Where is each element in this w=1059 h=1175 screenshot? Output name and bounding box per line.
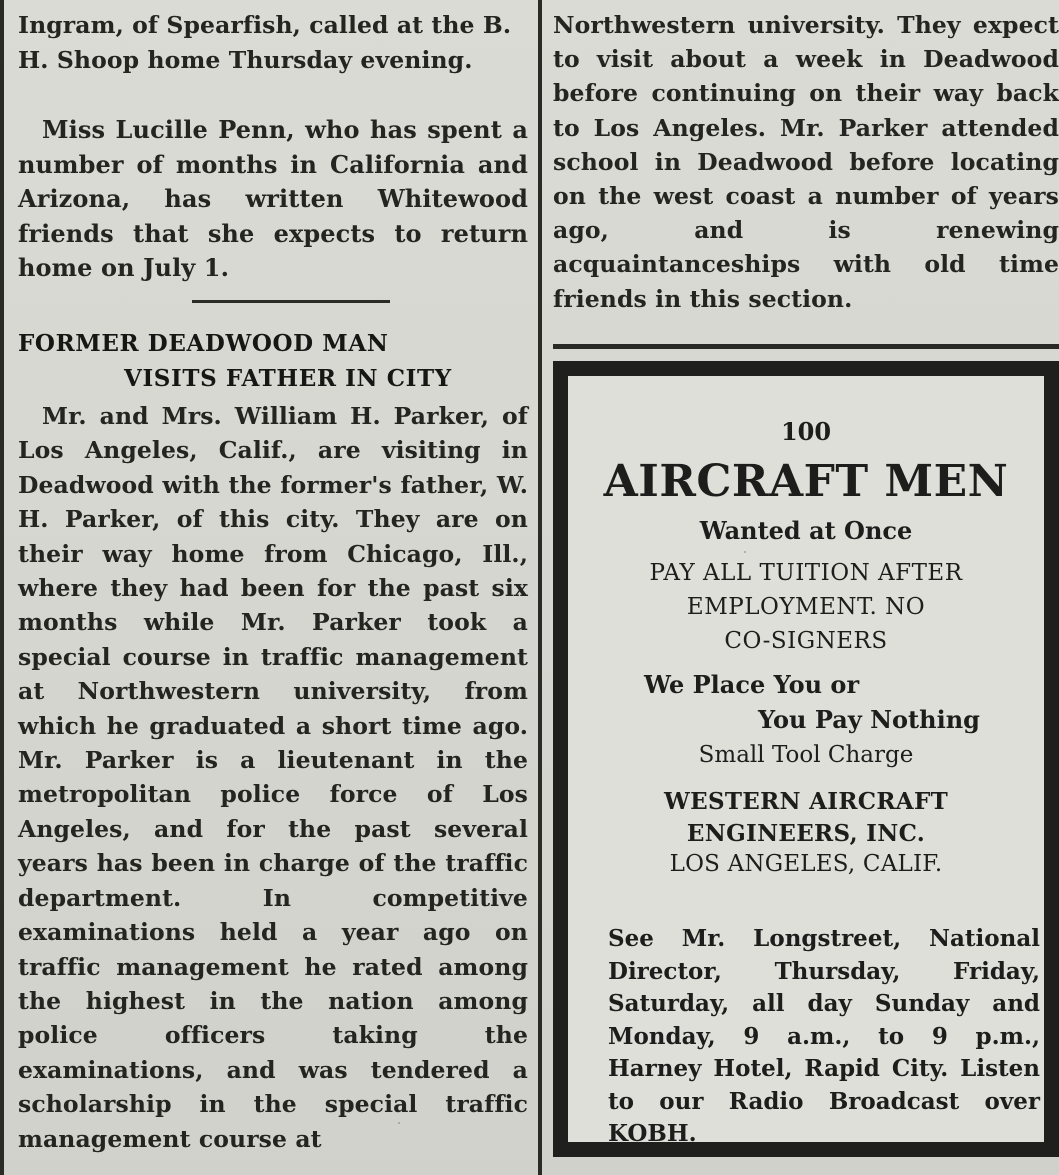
advertisement-inner-panel (568, 376, 1044, 1147)
article-headline-line-1: FORMER DEADWOOD MAN (18, 330, 389, 357)
ad-title: AIRCRAFT MEN (603, 456, 1009, 507)
lucille-penn-paragraph: Miss Lucille Penn, who has spent a number of months in California and Arizona, has written Whitewood friends that she expects to return home on July 1. (18, 115, 528, 282)
ad-contact-paragraph: See Mr. Longstreet, National Director, Thursday, Friday, Saturday, all day Sunday and Monday, 9 a.m., to 9 p.m., Harney Hotel, Rapid City. Listen to our Radio Broadcast over KOBH. (608, 925, 1040, 1147)
opening-paragraph: Ingram, of Spearfish, called at the B. H. Shoop home Thursday evening. (18, 11, 512, 74)
parker-article-body: Mr. and Mrs. William H. Parker, of Los Angeles, Calif., are visiting in Deadwood with the former's father, W. H. Parker, of this city. They are on their way home from Chicago, Ill., where they had been for the past six months while Mr. Parker took a special course in traffic management at Northwestern university, from which he graduated a short time ago. Mr. Parker is a lieutenant in the metropolitan police force of Los Angeles, and for the past several years has been in charge of the traffic department. In competitive examinations held a year ago on traffic management he rated among the highest in the nation among police officers taking the examinations, and was tendered a scholarship in the special traffic management course at (18, 402, 528, 1153)
ad-pay-line-2: EMPLOYMENT. NO (686, 594, 926, 620)
short-section-divider (192, 300, 390, 303)
paper-speck (169, 454, 171, 456)
right-news-column (553, 0, 1059, 1175)
ad-payment-terms (568, 556, 1044, 658)
column-divider-rule (538, 0, 542, 1175)
paper-speck (242, 554, 244, 556)
advertisement-top-rule (553, 344, 1059, 349)
ad-company-name (568, 786, 1044, 850)
continued-article-paragraph: Northwestern university. They expect to visit about a week in Deadwood before continuing on their way back to Los Angeles. Mr. Parker attended school in Deadwood before locating on the west coast a number of years ago, and is renewing acquaintanceships with old time friends in this section. (553, 11, 1059, 313)
paper-speck (744, 551, 746, 553)
ad-pay-line-1: PAY ALL TUITION AFTER (649, 560, 963, 586)
ad-company-line-1: WESTERN AIRCRAFT (664, 788, 948, 815)
ad-company-line-2: ENGINEERS, INC. (686, 820, 926, 847)
paper-speck (398, 1122, 400, 1124)
left-margin-rule (0, 0, 4, 1175)
ad-place-line-2: You Pay Nothing (758, 705, 980, 734)
ad-number: 100 (780, 417, 832, 446)
ad-wanted-line: Wanted at Once (699, 516, 913, 545)
ad-tool-charge: Small Tool Charge (698, 742, 914, 768)
ad-city-line: LOS ANGELES, CALIF. (669, 851, 943, 877)
article-headline-line-2: VISITS FATHER IN CITY (124, 365, 452, 392)
left-news-column (18, 0, 528, 1175)
ad-place-line-1: We Place You or (644, 670, 860, 699)
ad-pay-line-3: CO-SIGNERS (724, 628, 888, 654)
aircraft-advertisement (553, 361, 1059, 1157)
